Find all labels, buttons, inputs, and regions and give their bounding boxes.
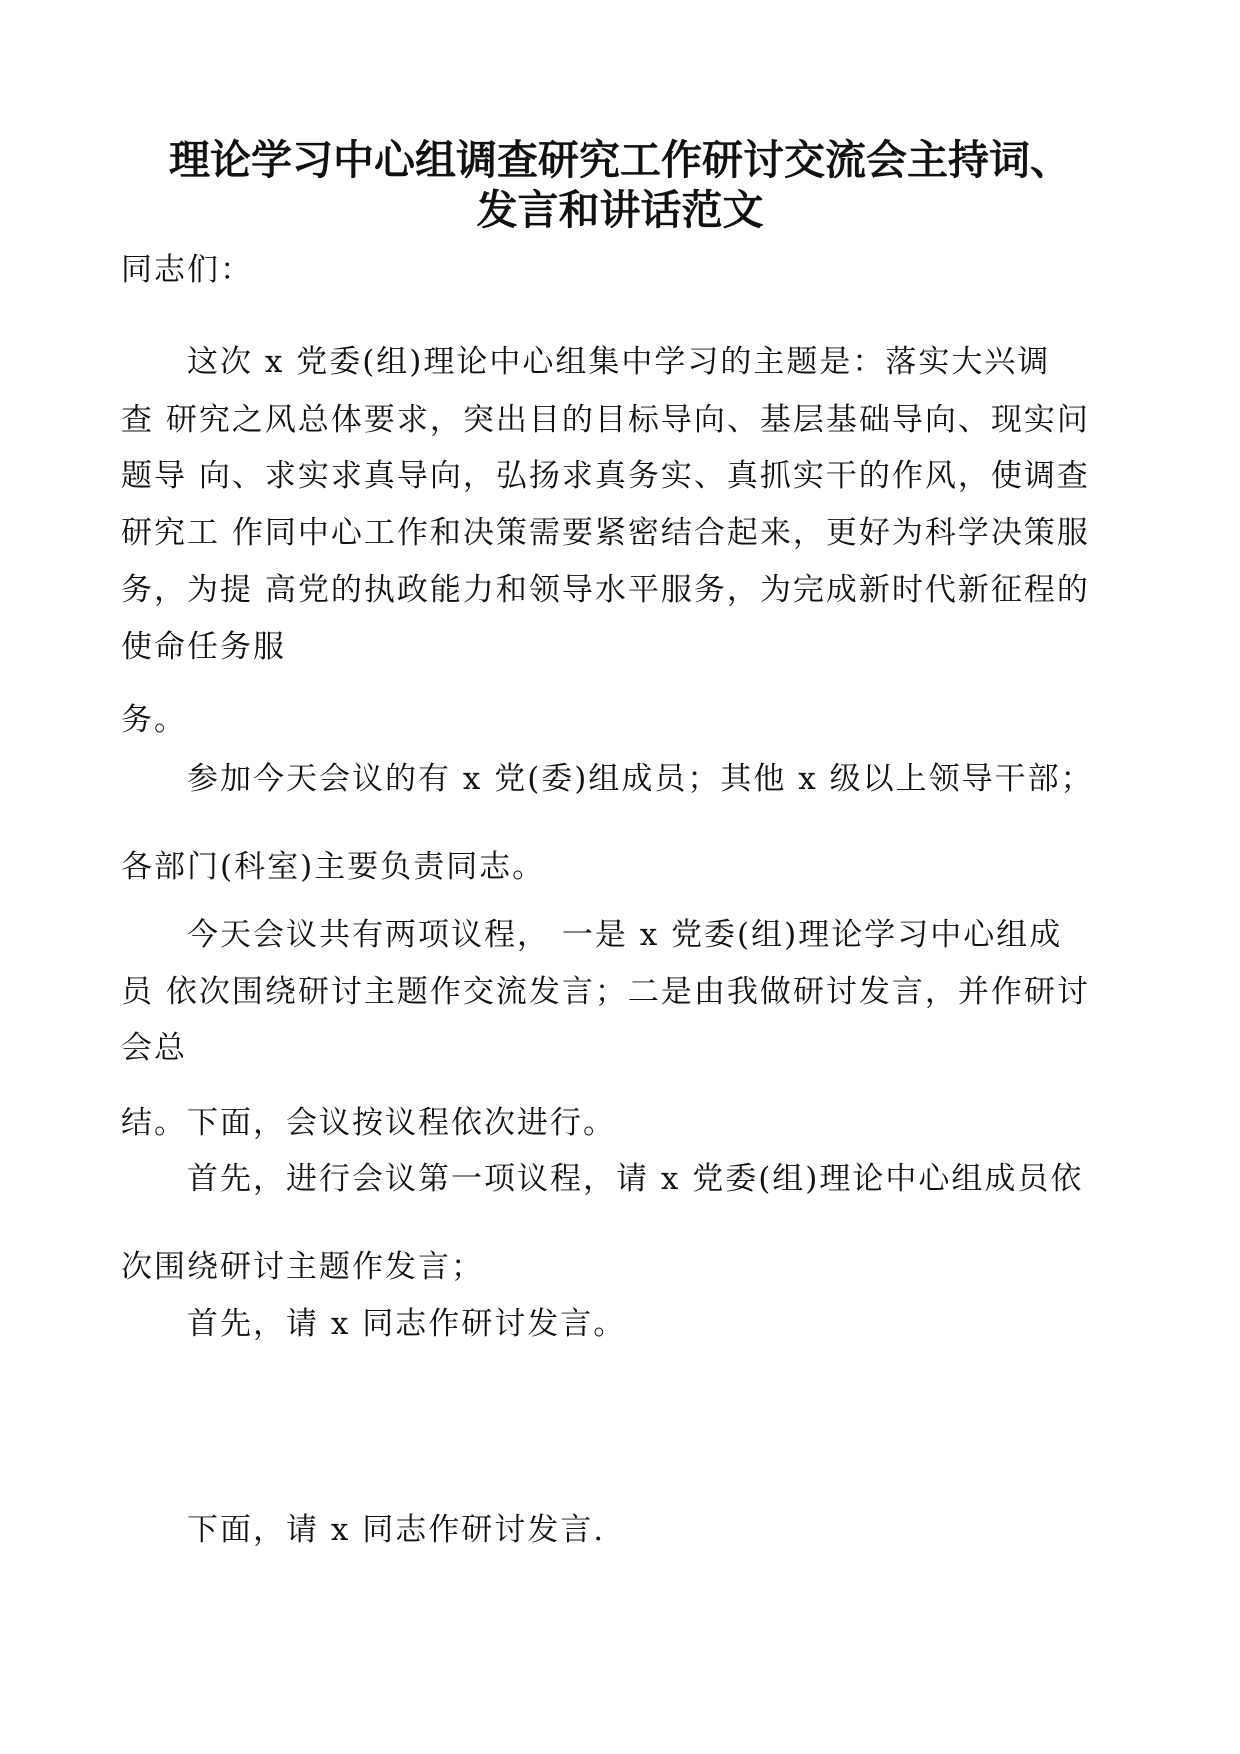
body-line: 务。: [121, 702, 187, 738]
body-line: 员 依次围绕研讨主题作交流发言；二是由我做研讨发言，并作研讨: [121, 974, 1090, 1010]
body-line: 这次 x 党委(组)理论中心组集中学习的主题是：落实大兴调: [187, 344, 1051, 380]
body-line: 务，为提 高党的执政能力和领导水平服务，为完成新时代新征程的: [121, 572, 1090, 608]
body-line: 使命任务服: [121, 629, 286, 665]
body-line: 查 研究之风总体要求，突出目的目标导向、基层基础导向、现实问: [121, 402, 1090, 438]
body-line: 次围绕研讨主题作发言；: [121, 1249, 484, 1285]
body-line: 研究工 作同中心工作和决策需要紧密结合起来，更好为科学决策服: [121, 515, 1090, 551]
body-line: 首先，请 x 同志作研讨发言。: [187, 1306, 627, 1342]
body-line: 题导 向、求实求真导向，弘扬求真务实、真抓实干的作风，使调查: [121, 458, 1090, 494]
document-title-line-1: 理论学习中心组调查研究工作研讨交流会主持词、: [169, 136, 1071, 184]
body-line: 参加今天会议的有 x 党(委)组成员；其他 x 级以上领导干部；: [187, 761, 1094, 797]
document-title-line-2: 发言和讲话范文: [476, 186, 764, 234]
body-line: 下面，请 x 同志作研讨发言.: [187, 1512, 606, 1548]
body-line: 今天会议共有两项议程， 一是 x 党委(组)理论学习中心组成: [187, 917, 1063, 953]
body-line: 各部门(科室)主要负责同志。: [121, 849, 546, 885]
body-line: 首先，进行会议第一项议程，请 x 党委(组)理论中心组成员依: [187, 1161, 1084, 1197]
greeting: 同志们：: [121, 252, 253, 288]
body-line: 会总: [121, 1030, 187, 1066]
body-line: 结。下面，会议按议程依次进行。: [121, 1105, 616, 1141]
